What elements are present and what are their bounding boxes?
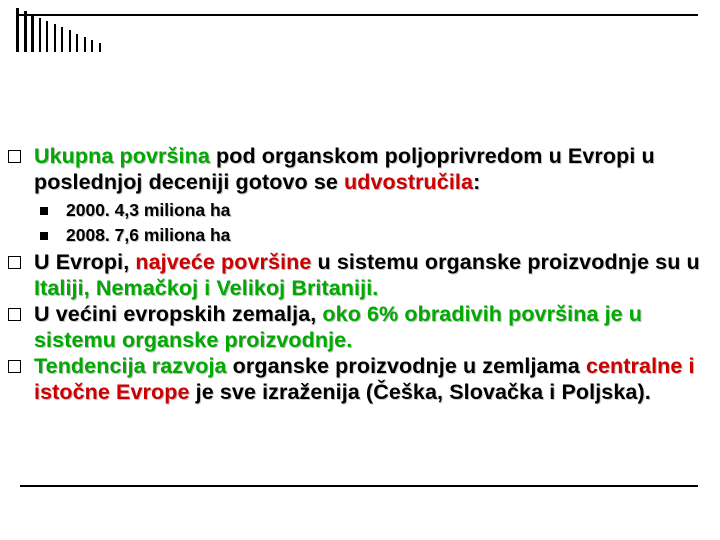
bullet-1-seg-2: pod organskom poljoprivredom u Evropi u poslednjoj deceniji gotovo se (34, 144, 655, 194)
bullet-3-seg-2: oko 6% obradivih površina je u sistemu organske proizvodnje. (34, 302, 643, 352)
hollow-square-icon (8, 150, 21, 163)
sub-item-2008 (8, 223, 714, 248)
sub-item-year: 2008. (66, 225, 110, 245)
bullet-2-seg-3: u sistemu organske proizvodnje su u (311, 250, 700, 274)
decorative-bar (76, 34, 78, 52)
sub-item-year: 2000. (66, 200, 110, 220)
sub-item-2000 (8, 198, 714, 223)
bullet-1-sublist (8, 198, 714, 248)
bullet-1-seg-3: udvostručila (344, 170, 474, 194)
bullet-3-seg-1: U većini evropskih zemalja, (34, 302, 323, 326)
bullet-2 (8, 249, 714, 301)
decorative-bar (99, 43, 101, 52)
bullet-1-seg-4: : (473, 170, 481, 194)
slide-content (8, 143, 714, 405)
bullet-2-seg-2: najveće površine (135, 250, 312, 274)
bullet-4-seg-1: Tendencija razvoja (34, 354, 227, 378)
decorative-bar (39, 18, 41, 52)
decorative-bar (84, 37, 86, 52)
bottom-divider (20, 485, 698, 487)
decorative-bar (54, 24, 56, 52)
decorative-bar (24, 11, 27, 52)
decorative-bar (46, 21, 48, 52)
decorative-bar (91, 40, 93, 52)
decorative-bar (31, 14, 34, 52)
hollow-square-icon (8, 360, 21, 373)
bullet-1-seg-1: Ukupna površina (34, 144, 210, 168)
sub-item-value: 4,3 miliona ha (114, 200, 231, 220)
decorative-bar (69, 30, 71, 52)
decorative-bar (61, 27, 63, 52)
bullet-3 (8, 301, 714, 353)
hollow-square-icon (8, 256, 21, 269)
bullet-4-seg-4: je sve izraženija (Češka, Slovačka i Poljska). (189, 380, 651, 404)
bullet-1 (8, 143, 714, 195)
bullet-4-seg-3: centralne i istočne Evrope (34, 354, 695, 404)
top-decorative-line (16, 14, 698, 16)
filled-square-icon (40, 232, 48, 240)
bullet-4 (8, 353, 714, 405)
sub-item-value: 7,6 miliona ha (114, 225, 231, 245)
bullet-2-seg-1: U Evropi, (34, 250, 136, 274)
bullet-2-seg-4: Italiji, Nemačkoj i Velikoj Britaniji. (34, 276, 379, 300)
filled-square-icon (40, 207, 48, 215)
bullet-4-seg-2: organske proizvodnje u zemljama (226, 354, 586, 378)
hollow-square-icon (8, 308, 21, 321)
decorative-bars (16, 0, 116, 60)
